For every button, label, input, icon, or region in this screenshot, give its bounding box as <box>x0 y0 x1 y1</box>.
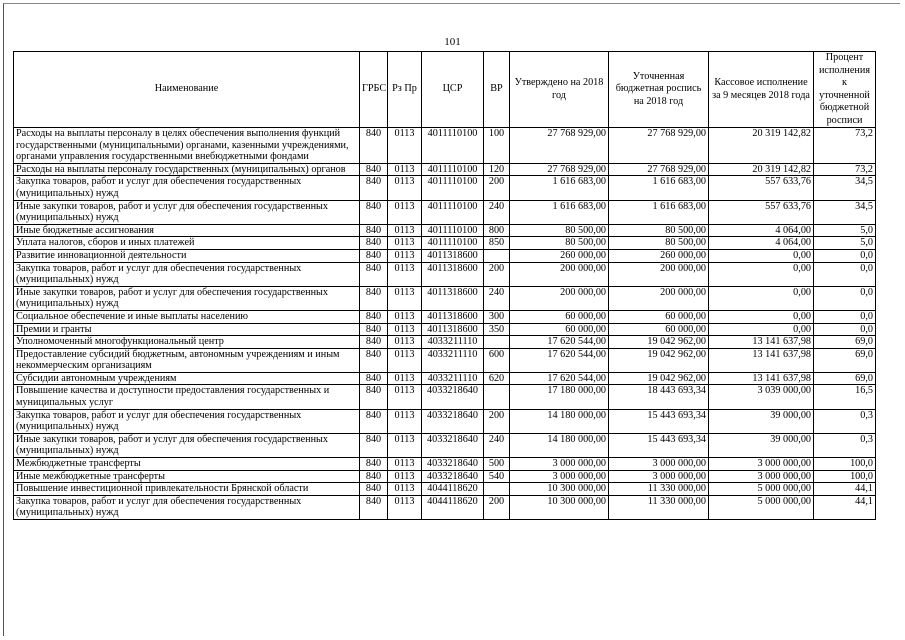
cell-rzpr: 0113 <box>388 310 422 323</box>
cell-approved: 17 620 544,00 <box>510 348 609 372</box>
cell-vr: 120 <box>484 163 510 176</box>
cell-grbs: 840 <box>360 176 388 200</box>
cell-rzpr: 0113 <box>388 458 422 471</box>
cell-cash: 5 000 000,00 <box>709 483 814 496</box>
cell-percent: 69,0 <box>814 372 876 385</box>
cell-cash: 0,00 <box>709 323 814 336</box>
cell-cash: 557 633,76 <box>709 176 814 200</box>
cell-vr <box>484 336 510 349</box>
cell-name: Межбюджетные трансферты <box>14 458 360 471</box>
cell-vr: 200 <box>484 262 510 286</box>
cell-percent: 73,2 <box>814 128 876 164</box>
cell-vr: 600 <box>484 348 510 372</box>
table-row <box>14 483 876 496</box>
cell-approved: 260 000,00 <box>510 249 609 262</box>
cell-approved: 3 000 000,00 <box>510 458 609 471</box>
cell-cash: 39 000,00 <box>709 409 814 433</box>
cell-refined: 80 500,00 <box>609 224 709 237</box>
cell-refined: 11 330 000,00 <box>609 495 709 519</box>
cell-approved: 60 000,00 <box>510 323 609 336</box>
table-row <box>14 409 876 433</box>
cell-rzpr: 0113 <box>388 409 422 433</box>
cell-approved: 27 768 929,00 <box>510 163 609 176</box>
cell-name: Уполномоченный многофункциональный центр <box>14 336 360 349</box>
budget-table <box>13 51 876 520</box>
cell-rzpr: 0113 <box>388 372 422 385</box>
cell-grbs: 840 <box>360 262 388 286</box>
cell-rzpr: 0113 <box>388 237 422 250</box>
cell-cash: 4 064,00 <box>709 237 814 250</box>
header-csr: ЦСР <box>422 52 484 128</box>
cell-cash: 3 000 000,00 <box>709 458 814 471</box>
cell-percent: 100,0 <box>814 458 876 471</box>
cell-rzpr: 0113 <box>388 385 422 409</box>
header-cash: Кассовое исполнение за 9 месяцев 2018 года <box>709 52 814 128</box>
cell-csr: 4011110100 <box>422 176 484 200</box>
cell-approved: 60 000,00 <box>510 310 609 323</box>
cell-refined: 1 616 683,00 <box>609 200 709 224</box>
cell-refined: 260 000,00 <box>609 249 709 262</box>
cell-approved: 1 616 683,00 <box>510 176 609 200</box>
cell-refined: 19 042 962,00 <box>609 372 709 385</box>
cell-approved: 17 180 000,00 <box>510 385 609 409</box>
cell-name: Иные закупки товаров, работ и услуг для обеспечения государственных (муниципальных) нужд <box>14 433 360 457</box>
cell-percent: 69,0 <box>814 336 876 349</box>
cell-cash: 0,00 <box>709 310 814 323</box>
table-row <box>14 286 876 310</box>
cell-vr: 100 <box>484 128 510 164</box>
cell-percent: 5,0 <box>814 224 876 237</box>
cell-csr: 4011110100 <box>422 163 484 176</box>
cell-cash: 0,00 <box>709 286 814 310</box>
cell-csr: 4033211110 <box>422 372 484 385</box>
table-body <box>14 128 876 520</box>
cell-rzpr: 0113 <box>388 483 422 496</box>
cell-percent: 0,0 <box>814 249 876 262</box>
cell-rzpr: 0113 <box>388 336 422 349</box>
cell-refined: 27 768 929,00 <box>609 163 709 176</box>
cell-percent: 0,0 <box>814 310 876 323</box>
cell-percent: 0,0 <box>814 262 876 286</box>
cell-percent: 69,0 <box>814 348 876 372</box>
cell-name: Закупка товаров, работ и услуг для обеспечения государственных (муниципальных) нужд <box>14 262 360 286</box>
cell-refined: 200 000,00 <box>609 262 709 286</box>
header-refined: Уточненная бюджетная роспись на 2018 год <box>609 52 709 128</box>
cell-cash: 0,00 <box>709 249 814 262</box>
cell-vr: 240 <box>484 286 510 310</box>
cell-approved: 1 616 683,00 <box>510 200 609 224</box>
cell-grbs: 840 <box>360 323 388 336</box>
cell-percent: 5,0 <box>814 237 876 250</box>
table-row <box>14 176 876 200</box>
cell-rzpr: 0113 <box>388 200 422 224</box>
cell-cash: 3 000 000,00 <box>709 470 814 483</box>
cell-rzpr: 0113 <box>388 163 422 176</box>
cell-approved: 14 180 000,00 <box>510 409 609 433</box>
cell-name: Расходы на выплаты персоналу в целях обеспечения выполнения функций государственными (муниципальными) органами, казенными учреждениями, органами управления государственными внебюджетными фондами <box>14 128 360 164</box>
cell-percent: 0,3 <box>814 409 876 433</box>
cell-percent: 44,1 <box>814 483 876 496</box>
cell-percent: 0,0 <box>814 323 876 336</box>
table-row <box>14 163 876 176</box>
cell-rzpr: 0113 <box>388 433 422 457</box>
cell-rzpr: 0113 <box>388 323 422 336</box>
cell-csr: 4011110100 <box>422 224 484 237</box>
table-row <box>14 348 876 372</box>
cell-refined: 27 768 929,00 <box>609 128 709 164</box>
cell-approved: 17 620 544,00 <box>510 372 609 385</box>
cell-cash: 3 039 000,00 <box>709 385 814 409</box>
cell-refined: 1 616 683,00 <box>609 176 709 200</box>
cell-cash: 20 319 142,82 <box>709 128 814 164</box>
cell-csr: 4033218640 <box>422 385 484 409</box>
cell-approved: 3 000 000,00 <box>510 470 609 483</box>
cell-vr: 620 <box>484 372 510 385</box>
cell-rzpr: 0113 <box>388 262 422 286</box>
cell-grbs: 840 <box>360 372 388 385</box>
table-row <box>14 372 876 385</box>
cell-vr: 200 <box>484 176 510 200</box>
cell-csr: 4033218640 <box>422 433 484 457</box>
cell-rzpr: 0113 <box>388 128 422 164</box>
cell-name: Премии и гранты <box>14 323 360 336</box>
cell-csr: 4033218640 <box>422 470 484 483</box>
table-row <box>14 128 876 164</box>
header-percent: Процент исполнения к уточненной бюджетной росписи <box>814 52 876 128</box>
header-vr: ВР <box>484 52 510 128</box>
cell-cash: 39 000,00 <box>709 433 814 457</box>
cell-csr: 4011318600 <box>422 286 484 310</box>
table-row <box>14 458 876 471</box>
cell-vr <box>484 483 510 496</box>
cell-name: Социальное обеспечение и иные выплаты населению <box>14 310 360 323</box>
cell-approved: 80 500,00 <box>510 237 609 250</box>
table-row <box>14 323 876 336</box>
cell-name: Закупка товаров, работ и услуг для обеспечения государственных (муниципальных) нужд <box>14 409 360 433</box>
cell-name: Иные закупки товаров, работ и услуг для обеспечения государственных (муниципальных) нужд <box>14 200 360 224</box>
table-row <box>14 433 876 457</box>
table-row <box>14 310 876 323</box>
cell-name: Предоставление субсидий бюджетным, автономным учреждениям и иным некоммерческим организациям <box>14 348 360 372</box>
cell-name: Иные закупки товаров, работ и услуг для обеспечения государственных (муниципальных) нужд <box>14 286 360 310</box>
cell-vr: 350 <box>484 323 510 336</box>
cell-approved: 200 000,00 <box>510 286 609 310</box>
cell-refined: 15 443 693,34 <box>609 433 709 457</box>
cell-refined: 60 000,00 <box>609 310 709 323</box>
cell-approved: 200 000,00 <box>510 262 609 286</box>
cell-csr: 4044118620 <box>422 483 484 496</box>
table-row <box>14 336 876 349</box>
table-row <box>14 200 876 224</box>
cell-rzpr: 0113 <box>388 495 422 519</box>
cell-name: Уплата налогов, сборов и иных платежей <box>14 237 360 250</box>
header-rzpr: Рз Пр <box>388 52 422 128</box>
cell-vr: 240 <box>484 200 510 224</box>
cell-vr: 850 <box>484 237 510 250</box>
cell-name: Субсидии автономным учреждениям <box>14 372 360 385</box>
cell-refined: 15 443 693,34 <box>609 409 709 433</box>
table-row <box>14 249 876 262</box>
header-name: Наименование <box>14 52 360 128</box>
page-number: 101 <box>444 36 461 48</box>
cell-vr: 500 <box>484 458 510 471</box>
cell-percent: 34,5 <box>814 176 876 200</box>
cell-grbs: 840 <box>360 249 388 262</box>
table-row <box>14 237 876 250</box>
cell-grbs: 840 <box>360 310 388 323</box>
cell-csr: 4011318600 <box>422 262 484 286</box>
cell-grbs: 840 <box>360 237 388 250</box>
cell-cash: 13 141 637,98 <box>709 336 814 349</box>
cell-grbs: 840 <box>360 286 388 310</box>
cell-vr: 200 <box>484 495 510 519</box>
header-approved: Утверждено на 2018 год <box>510 52 609 128</box>
cell-csr: 4044118620 <box>422 495 484 519</box>
cell-vr: 540 <box>484 470 510 483</box>
cell-vr <box>484 249 510 262</box>
cell-grbs: 840 <box>360 200 388 224</box>
cell-cash: 557 633,76 <box>709 200 814 224</box>
cell-percent: 0,3 <box>814 433 876 457</box>
cell-csr: 4033211110 <box>422 336 484 349</box>
cell-name: Расходы на выплаты персоналу государственных (муниципальных) органов <box>14 163 360 176</box>
cell-name: Развитие инновационной деятельности <box>14 249 360 262</box>
table-header-row <box>14 52 876 128</box>
header-grbs: ГРБС <box>360 52 388 128</box>
cell-percent: 16,5 <box>814 385 876 409</box>
cell-percent: 100,0 <box>814 470 876 483</box>
cell-refined: 3 000 000,00 <box>609 458 709 471</box>
cell-grbs: 840 <box>360 224 388 237</box>
cell-grbs: 840 <box>360 433 388 457</box>
cell-name: Закупка товаров, работ и услуг для обеспечения государственных (муниципальных) нужд <box>14 495 360 519</box>
cell-csr: 4011110100 <box>422 237 484 250</box>
cell-vr: 300 <box>484 310 510 323</box>
table-row <box>14 224 876 237</box>
cell-name: Иные межбюджетные трансферты <box>14 470 360 483</box>
cell-vr: 200 <box>484 409 510 433</box>
cell-grbs: 840 <box>360 495 388 519</box>
cell-csr: 4011318600 <box>422 249 484 262</box>
cell-name: Закупка товаров, работ и услуг для обеспечения государственных (муниципальных) нужд <box>14 176 360 200</box>
cell-refined: 19 042 962,00 <box>609 336 709 349</box>
cell-refined: 18 443 693,34 <box>609 385 709 409</box>
cell-rzpr: 0113 <box>388 348 422 372</box>
cell-grbs: 840 <box>360 409 388 433</box>
cell-vr <box>484 385 510 409</box>
table-row <box>14 262 876 286</box>
cell-refined: 80 500,00 <box>609 237 709 250</box>
cell-csr: 4011318600 <box>422 310 484 323</box>
cell-csr: 4011318600 <box>422 323 484 336</box>
cell-vr: 240 <box>484 433 510 457</box>
cell-cash: 13 141 637,98 <box>709 348 814 372</box>
table-row <box>14 470 876 483</box>
cell-grbs: 840 <box>360 385 388 409</box>
cell-grbs: 840 <box>360 458 388 471</box>
cell-name: Повышение инвестиционной привлекательности Брянской области <box>14 483 360 496</box>
cell-refined: 3 000 000,00 <box>609 470 709 483</box>
cell-csr: 4033218640 <box>422 409 484 433</box>
cell-grbs: 840 <box>360 470 388 483</box>
cell-refined: 200 000,00 <box>609 286 709 310</box>
cell-vr: 800 <box>484 224 510 237</box>
cell-csr: 4033211110 <box>422 348 484 372</box>
cell-rzpr: 0113 <box>388 470 422 483</box>
cell-grbs: 840 <box>360 348 388 372</box>
cell-approved: 10 300 000,00 <box>510 495 609 519</box>
cell-refined: 19 042 962,00 <box>609 348 709 372</box>
cell-approved: 27 768 929,00 <box>510 128 609 164</box>
cell-grbs: 840 <box>360 483 388 496</box>
cell-name: Иные бюджетные ассигнования <box>14 224 360 237</box>
cell-rzpr: 0113 <box>388 224 422 237</box>
cell-name: Повышение качества и доступности предоставления государственных и муниципальных услуг <box>14 385 360 409</box>
cell-cash: 20 319 142,82 <box>709 163 814 176</box>
cell-csr: 4011110100 <box>422 128 484 164</box>
cell-grbs: 840 <box>360 336 388 349</box>
cell-grbs: 840 <box>360 163 388 176</box>
cell-approved: 17 620 544,00 <box>510 336 609 349</box>
cell-rzpr: 0113 <box>388 176 422 200</box>
cell-refined: 11 330 000,00 <box>609 483 709 496</box>
cell-approved: 10 300 000,00 <box>510 483 609 496</box>
cell-refined: 60 000,00 <box>609 323 709 336</box>
cell-cash: 4 064,00 <box>709 224 814 237</box>
table-row <box>14 495 876 519</box>
cell-cash: 5 000 000,00 <box>709 495 814 519</box>
cell-percent: 44,1 <box>814 495 876 519</box>
cell-csr: 4011110100 <box>422 200 484 224</box>
cell-percent: 0,0 <box>814 286 876 310</box>
cell-approved: 14 180 000,00 <box>510 433 609 457</box>
table-row <box>14 385 876 409</box>
cell-percent: 73,2 <box>814 163 876 176</box>
cell-rzpr: 0113 <box>388 249 422 262</box>
cell-percent: 34,5 <box>814 200 876 224</box>
cell-grbs: 840 <box>360 128 388 164</box>
cell-cash: 0,00 <box>709 262 814 286</box>
cell-csr: 4033218640 <box>422 458 484 471</box>
cell-cash: 13 141 637,98 <box>709 372 814 385</box>
cell-rzpr: 0113 <box>388 286 422 310</box>
cell-approved: 80 500,00 <box>510 224 609 237</box>
